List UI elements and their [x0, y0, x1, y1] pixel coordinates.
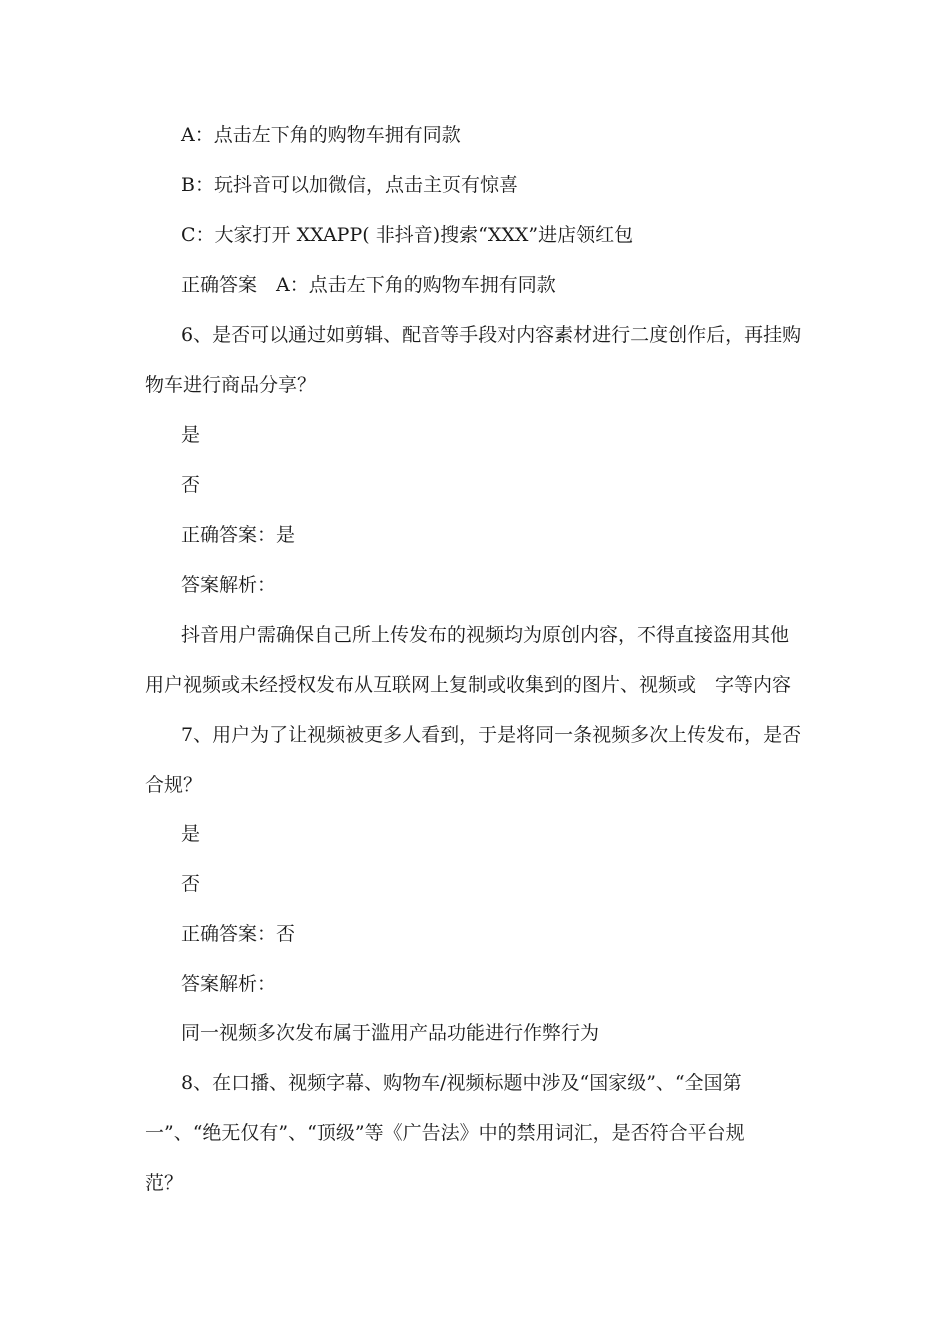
- question-8-line-3: 范？: [145, 1172, 184, 1194]
- question-7-option-yes: 是: [181, 823, 201, 845]
- question-7-line-2: 合规？: [145, 774, 203, 796]
- option-b: B：玩抖音可以加微信，点击主页有惊喜: [181, 174, 518, 196]
- question-8-line-2: 一”、“绝无仅有”、“顶级”等《广告法》中的禁用词汇，是否符合平台规: [145, 1122, 745, 1144]
- question-7-line-1: 7、用户为了让视频被更多人看到，于是将同一条视频多次上传发布，是否: [181, 724, 802, 746]
- question-8-line-1: 8、在口播、视频字幕、购物车/视频标题中涉及“国家级”、“全国第: [181, 1072, 742, 1094]
- question-6-line-1: 6、是否可以通过如剪辑、配音等手段对内容素材进行二度创作后，再挂购: [181, 324, 802, 346]
- question-6-option-yes: 是: [181, 424, 201, 446]
- explanation-7: 同一视频多次发布属于滥用产品功能进行作弊行为: [181, 1022, 600, 1044]
- explanation-6-line-1: 抖音用户需确保自己所上传发布的视频均为原创内容，不得直接盗用其他: [181, 624, 790, 646]
- question-6-option-no: 否: [181, 474, 201, 496]
- option-a: A：点击左下角的购物车拥有同款: [181, 124, 461, 146]
- question-7-option-no: 否: [181, 873, 201, 895]
- correct-answer-6: 正确答案：是: [181, 524, 296, 546]
- correct-answer-5: 正确答案 A：点击左下角的购物车拥有同款: [181, 274, 556, 296]
- explanation-6-line-2: 用户视频或未经授权发布从互联网上复制或收集到的图片、视频或 字等内容: [145, 674, 792, 696]
- option-c: C：大家打开 XXAPP( 非抖音)搜索“XXX”进店领红包: [181, 224, 634, 246]
- correct-answer-7: 正确答案：否: [181, 923, 296, 945]
- answer-explanation-label-7: 答案解析：: [181, 973, 277, 995]
- question-6-line-2: 物车进行商品分享？: [145, 374, 317, 396]
- answer-explanation-label-6: 答案解析：: [181, 574, 277, 596]
